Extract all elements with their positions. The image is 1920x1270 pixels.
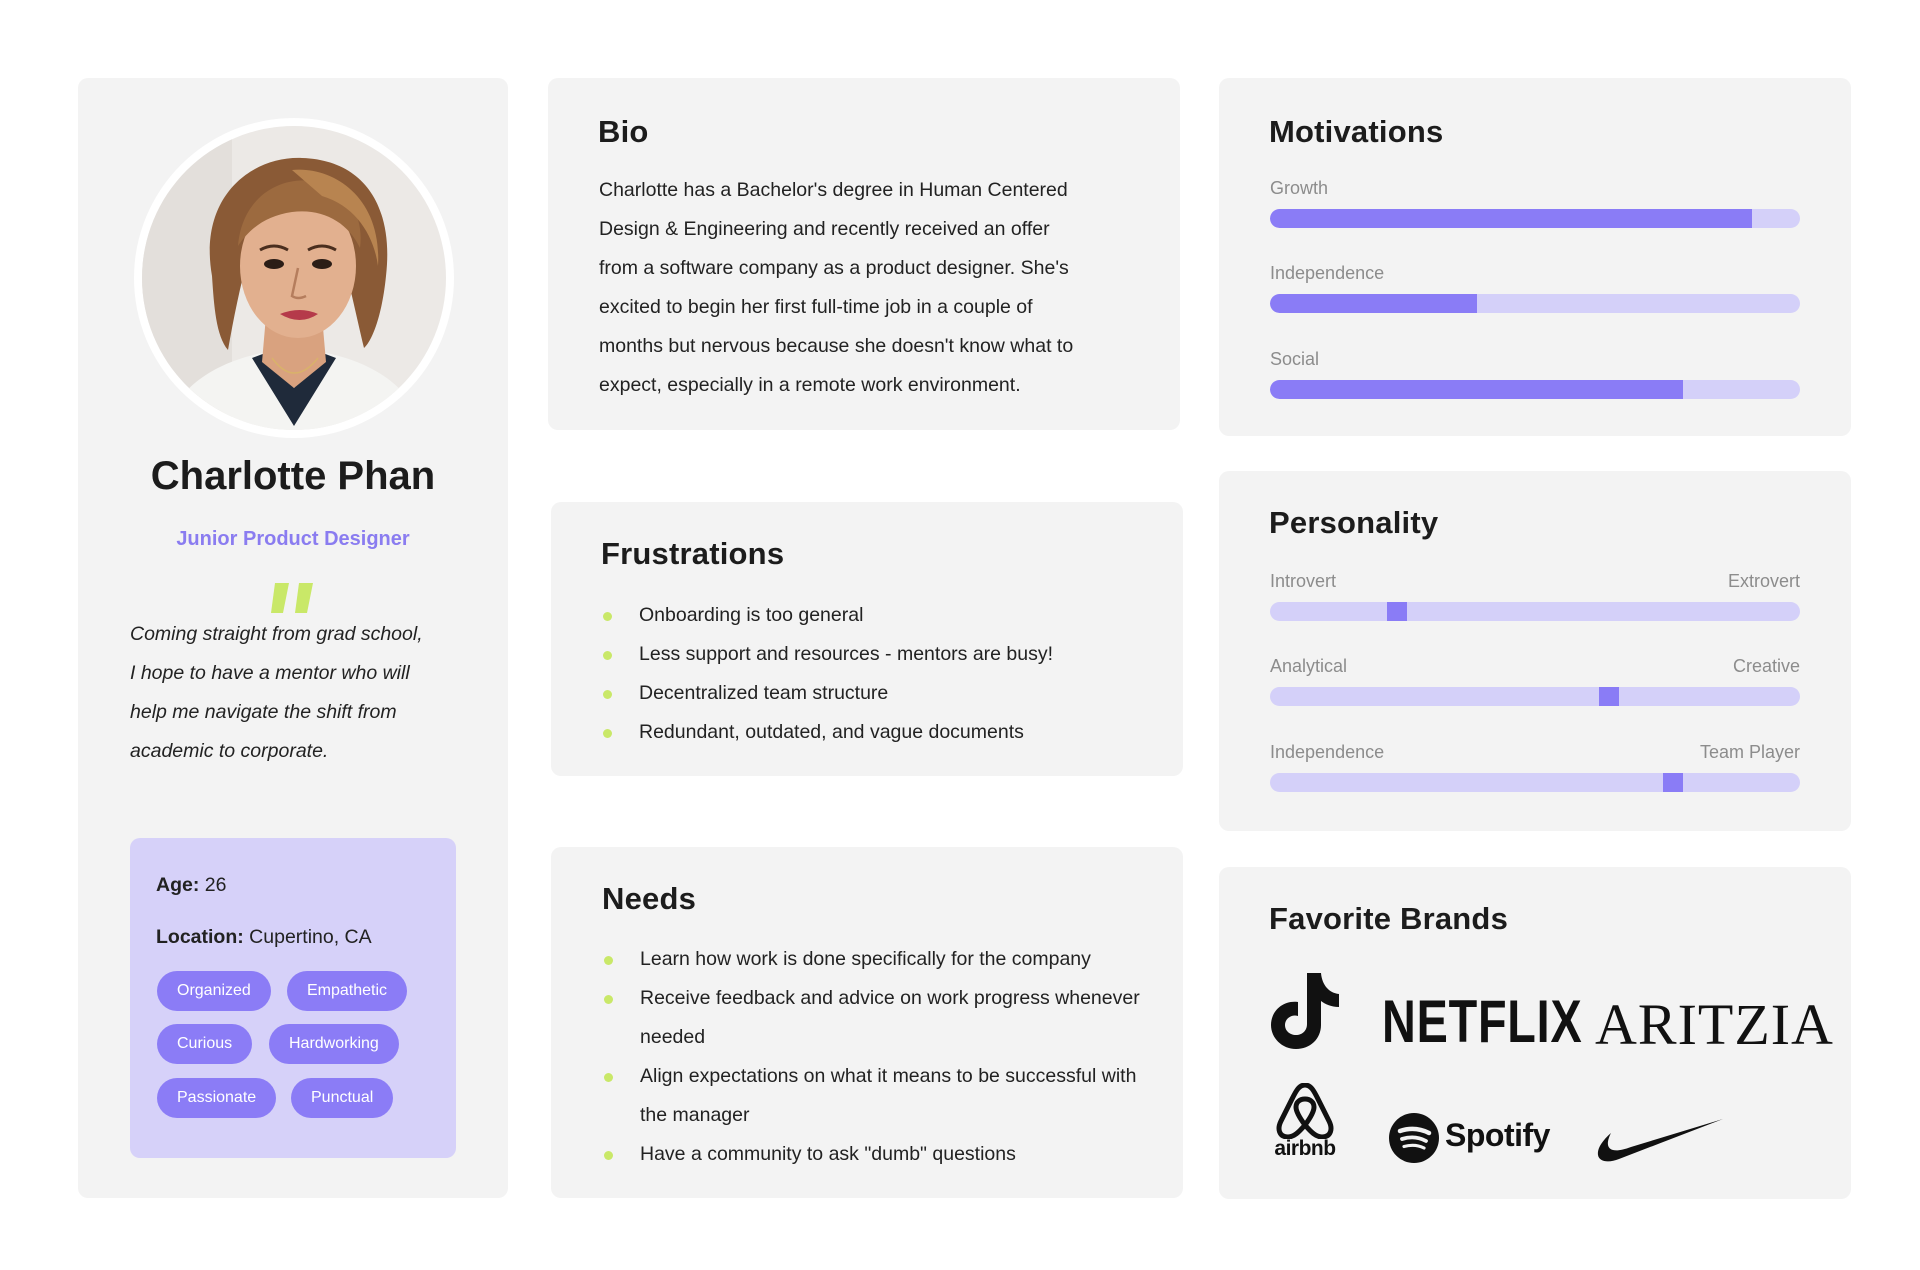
scale-left-label: Introvert [1270, 571, 1337, 591]
scale-marker [1663, 773, 1683, 792]
quote-icon [271, 583, 317, 613]
quote-line: I hope to have a mentor who will [130, 662, 410, 684]
motivations-card [1219, 78, 1851, 436]
scale-marker [1387, 602, 1407, 621]
trait-tag: Organized [157, 971, 271, 1011]
list-item: Learn how work is done specifically for the company [602, 940, 1152, 979]
personality-scale [1270, 602, 1800, 621]
trait-tag: Empathetic [287, 971, 407, 1011]
motivation-fill [1270, 209, 1752, 228]
age-row [156, 874, 226, 897]
age-value: 26 [204, 874, 227, 896]
location-label: Location: [156, 926, 244, 948]
motivation-label: Growth [1270, 178, 1329, 198]
bio-line: from a software company as a product designer. She's [599, 257, 1069, 279]
personality-title: Personality [1269, 505, 1439, 540]
bio-line: expect, especially in a remote work environment. [599, 374, 1021, 396]
personality-scale [1270, 773, 1800, 792]
frustrations-card [551, 502, 1183, 776]
motivation-bar [1270, 380, 1800, 399]
motivation-label: Independence [1270, 263, 1385, 283]
trait-tag: Punctual [291, 1078, 393, 1118]
location-value: Cupertino, CA [249, 926, 372, 948]
avatar-portrait-icon [142, 126, 446, 430]
tiktok-logo-icon [1271, 971, 1339, 1049]
list-item: Have a community to ask "dumb" questions [602, 1135, 1152, 1174]
avatar [142, 126, 446, 430]
motivation-bar [1270, 294, 1800, 313]
motivation-bar [1270, 209, 1800, 228]
spotify-logo-icon [1389, 1113, 1439, 1163]
list-item: Less support and resources - mentors are busy! [601, 635, 1161, 674]
bio-text [599, 171, 1139, 405]
brands-title: Favorite Brands [1269, 901, 1509, 936]
airbnb-logo: airbnb [1274, 1137, 1336, 1160]
persona-role: Junior Product Designer [176, 528, 410, 550]
location-row [156, 926, 372, 949]
bio-line: excited to begin her first full-time job in a couple of [599, 296, 1033, 318]
bio-title: Bio [598, 114, 649, 149]
scale-right-label: Extrovert [1727, 571, 1800, 591]
persona-name: Charlotte Phan [150, 454, 436, 498]
nike-swoosh-icon [1597, 1115, 1723, 1163]
motivations-title: Motivations [1269, 114, 1444, 149]
scale-right-label: Team Player [1699, 742, 1800, 762]
list-item: Receive feedback and advice on work progress whenever needed [602, 979, 1152, 1057]
persona-info-panel [130, 838, 456, 1158]
trait-tag: Passionate [157, 1078, 276, 1118]
trait-tag: Hardworking [269, 1024, 399, 1064]
favorite-brands-card [1219, 867, 1851, 1199]
frustrations-list [601, 596, 1161, 752]
aritzia-logo: ARITZIA [1595, 992, 1834, 1057]
bio-line: months but nervous because she doesn't know what to [599, 335, 1074, 357]
personality-card [1219, 471, 1851, 831]
list-item: Onboarding is too general [601, 596, 1161, 635]
motivation-label: Social [1270, 349, 1320, 369]
needs-title: Needs [602, 881, 697, 916]
persona-quote [130, 615, 470, 771]
list-item: Align expectations on what it means to be successful with the manager [602, 1057, 1152, 1135]
list-item: Decentralized team structure [601, 674, 1161, 713]
scale-right-label: Creative [1732, 656, 1800, 676]
quote-line: academic to corporate. [130, 740, 329, 762]
trait-tag: Curious [157, 1024, 252, 1064]
age-label: Age: [156, 874, 200, 896]
netflix-logo: NETFLIX [1382, 988, 1583, 1055]
quote-line: Coming straight from grad school, [130, 623, 423, 645]
needs-card [551, 847, 1183, 1198]
scale-marker [1599, 687, 1619, 706]
quote-line: help me navigate the shift from [130, 701, 397, 723]
airbnb-logo-icon [1275, 1083, 1335, 1139]
spotify-logo: Spotify [1445, 1117, 1550, 1153]
motivation-fill [1270, 294, 1477, 313]
bio-line: Charlotte has a Bachelor's degree in Human Centered [599, 179, 1068, 201]
bio-line: Design & Engineering and recently received an offer [599, 218, 1050, 240]
list-item: Redundant, outdated, and vague documents [601, 713, 1161, 752]
scale-left-label: Independence [1270, 742, 1385, 762]
frustrations-title: Frustrations [601, 536, 785, 571]
avatar-ring [134, 118, 454, 438]
motivation-fill [1270, 380, 1683, 399]
needs-list [602, 940, 1152, 1174]
scale-left-label: Analytical [1270, 656, 1348, 676]
personality-scale [1270, 687, 1800, 706]
bio-card [548, 78, 1180, 430]
profile-card [78, 78, 508, 1198]
